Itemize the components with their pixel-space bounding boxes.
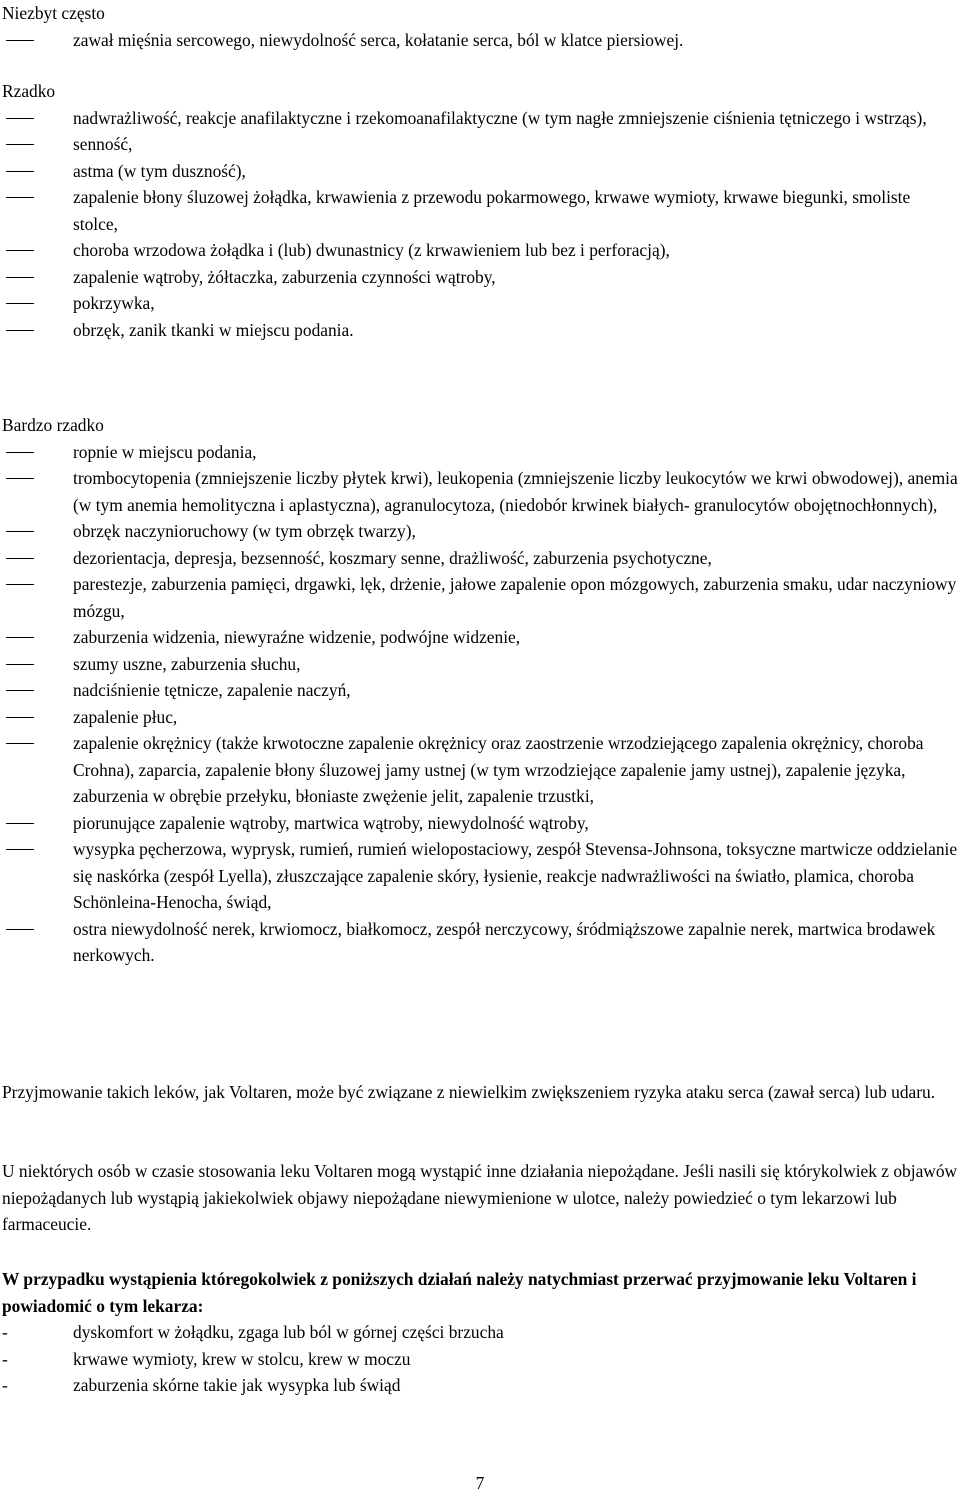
dash-bullet [6, 743, 34, 744]
paragraph-text: Przyjmowanie takich leków, jak Voltaren, może być związane z niewielkim zwiększeniem ryzyka ataku serca (zawał serca) lub udaru. [2, 1082, 936, 1102]
warning-section [2, 1266, 958, 1399]
dash-bullet [6, 118, 34, 119]
section-uncommon [2, 0, 958, 53]
dash-bullet [6, 558, 34, 559]
list-item: astma (w tym duszność), [2, 158, 958, 185]
list-item: dezorientacja, depresja, bezsenność, koszmary senne, drażliwość, zaburzenia psychotyczne, [2, 545, 958, 572]
dash-bullet [6, 929, 34, 930]
list-item: piorunujące zapalenie wątroby, martwica wątroby, niewydolność wątroby, [2, 810, 958, 837]
list-item: senność, [2, 131, 958, 158]
list-item: obrzęk, zanik tkanki w miejscu podania. [2, 317, 958, 344]
dash-bullet [6, 197, 34, 198]
section-very-rare [2, 412, 958, 969]
paragraph-text: U niektórych osób w czasie stosowania leku Voltaren mogą wystąpić inne działania niepożądane. Jeśli nasili się którykolwiek z objawów niepożądanych lub wystąpią jakiekolwiek objawy niepożądane niewymienione w ulotce, należy powiedzieć o tym lekarzowi lub farmaceucie. [2, 1161, 958, 1234]
list-item: trombocytopenia (zmniejszenie liczby płytek krwi), leukopenia (zmniejszenie liczby leukocytów we krwi obwodowej), anemia (w tym anemia hemolityczna i aplastyczna), agranulocytoza, (niedobór krwinek białych- granulocytów obojętnochłonnych), [2, 465, 958, 518]
list-item: - zaburzenia skórne takie jak wysypka lub świąd [2, 1372, 958, 1399]
list-item: ropnie w miejscu podania, [2, 439, 958, 466]
list-item: obrzęk naczynioruchowy (w tym obrzęk twarzy), [2, 518, 958, 545]
section-rare [2, 78, 958, 343]
hyphen-bullet: - [2, 1348, 8, 1369]
dash-bullet [6, 823, 34, 824]
dash-bullet [6, 330, 34, 331]
dash-bullet [6, 849, 34, 850]
paragraph-other-effects [2, 1158, 958, 1238]
dash-bullet [6, 250, 34, 251]
warning-list [2, 1319, 958, 1399]
dash-bullet [6, 40, 34, 41]
list-item: zawał mięśnia sercowego, niewydolność serca, kołatanie serca, ból w klatce piersiowej. [2, 27, 958, 54]
dash-bullet [6, 303, 34, 304]
list-item: nadwrażliwość, reakcje anafilaktyczne i rzekomoanafilaktyczne (w tym nagłe zmniejszenie ciśnienia tętniczego i wstrząs), [2, 105, 958, 132]
side-effects-list [2, 27, 958, 54]
paragraph-heart-risk [2, 1079, 958, 1106]
dash-bullet [6, 144, 34, 145]
hyphen-bullet: - [2, 1322, 8, 1342]
section-heading: Niezbyt często [2, 3, 105, 23]
dash-bullet [6, 584, 34, 585]
dash-bullet [6, 637, 34, 638]
list-item: pokrzywka, [2, 290, 958, 317]
list-item: zapalenie wątroby, żółtaczka, zaburzenia czynności wątroby, [2, 264, 958, 291]
hyphen-bullet: - [2, 1375, 8, 1395]
side-effects-list [2, 439, 958, 969]
list-item: szumy uszne, zaburzenia słuchu, [2, 651, 958, 678]
list-item: wysypka pęcherzowa, wyprysk, rumień, rumień wielopostaciowy, zespół Stevensa-Johnsona, toksyczne martwicze oddzielanie się naskórka (zespół Lyella), złuszczające zapalenie skóry, łysienie, reakcje nadwrażliwości na światło, plamica, choroba Schönleina-Henocha, świąd, [2, 836, 958, 916]
section-heading: Bardzo rzadko [2, 415, 104, 435]
list-item: nadciśnienie tętnicze, zapalenie naczyń, [2, 677, 958, 704]
dash-bullet [6, 717, 34, 718]
dash-bullet [6, 664, 34, 665]
list-item: choroba wrzodowa żołądka i (lub) dwunastnicy (z krwawieniem lub bez i perforacją), [2, 237, 958, 264]
list-item: - krwawe wymioty, krew w stolcu, krew w moczu [2, 1346, 958, 1373]
list-item: zapalenie okrężnicy (także krwotoczne zapalenie okrężnicy oraz zaostrzenie wrzodziejącego zapalenia okrężnicy, choroba Crohna), zaparcia, zapalenie błony śluzowej jamy ustnej (w tym wrzodziejące zapalenie jamy ustnej), zapalenie języka, zaburzenia w obrębie przełyku, błoniaste zwężenie jelit, zapalenie trzustki, [2, 730, 958, 810]
list-item: - dyskomfort w żołądku, zgaga lub ból w górnej części brzucha [2, 1319, 958, 1346]
list-item: parestezje, zaburzenia pamięci, drgawki, lęk, drżenie, jałowe zapalenie opon mózgowych, zaburzenia smaku, udar naczyniowy mózgu, [2, 571, 958, 624]
dash-bullet [6, 277, 34, 278]
dash-bullet [6, 690, 34, 691]
list-item: zapalenie błony śluzowej żołądka, krwawienia z przewodu pokarmowego, krwawe wymioty, krwawe biegunki, smoliste stolce, [2, 184, 958, 237]
page-number: 7 [475, 1473, 485, 1493]
warning-heading: W przypadku wystąpienia któregokolwiek z poniższych działań należy natychmiast przerwać przyjmowanie leku Voltaren i powiadomić o tym lekarza: [2, 1269, 917, 1316]
dash-bullet [6, 452, 34, 453]
side-effects-list [2, 105, 958, 344]
section-heading: Rzadko [2, 81, 56, 101]
dash-bullet [6, 531, 34, 532]
list-item: ostra niewydolność nerek, krwiomocz, białkomocz, zespół nerczycowy, śródmiąższowe zapalnie nerek, martwica brodawek nerkowych. [2, 916, 958, 969]
list-item: zaburzenia widzenia, niewyraźne widzenie, podwójne widzenie, [2, 624, 958, 651]
list-item: zapalenie płuc, [2, 704, 958, 731]
dash-bullet [6, 171, 34, 172]
dash-bullet [6, 478, 34, 479]
